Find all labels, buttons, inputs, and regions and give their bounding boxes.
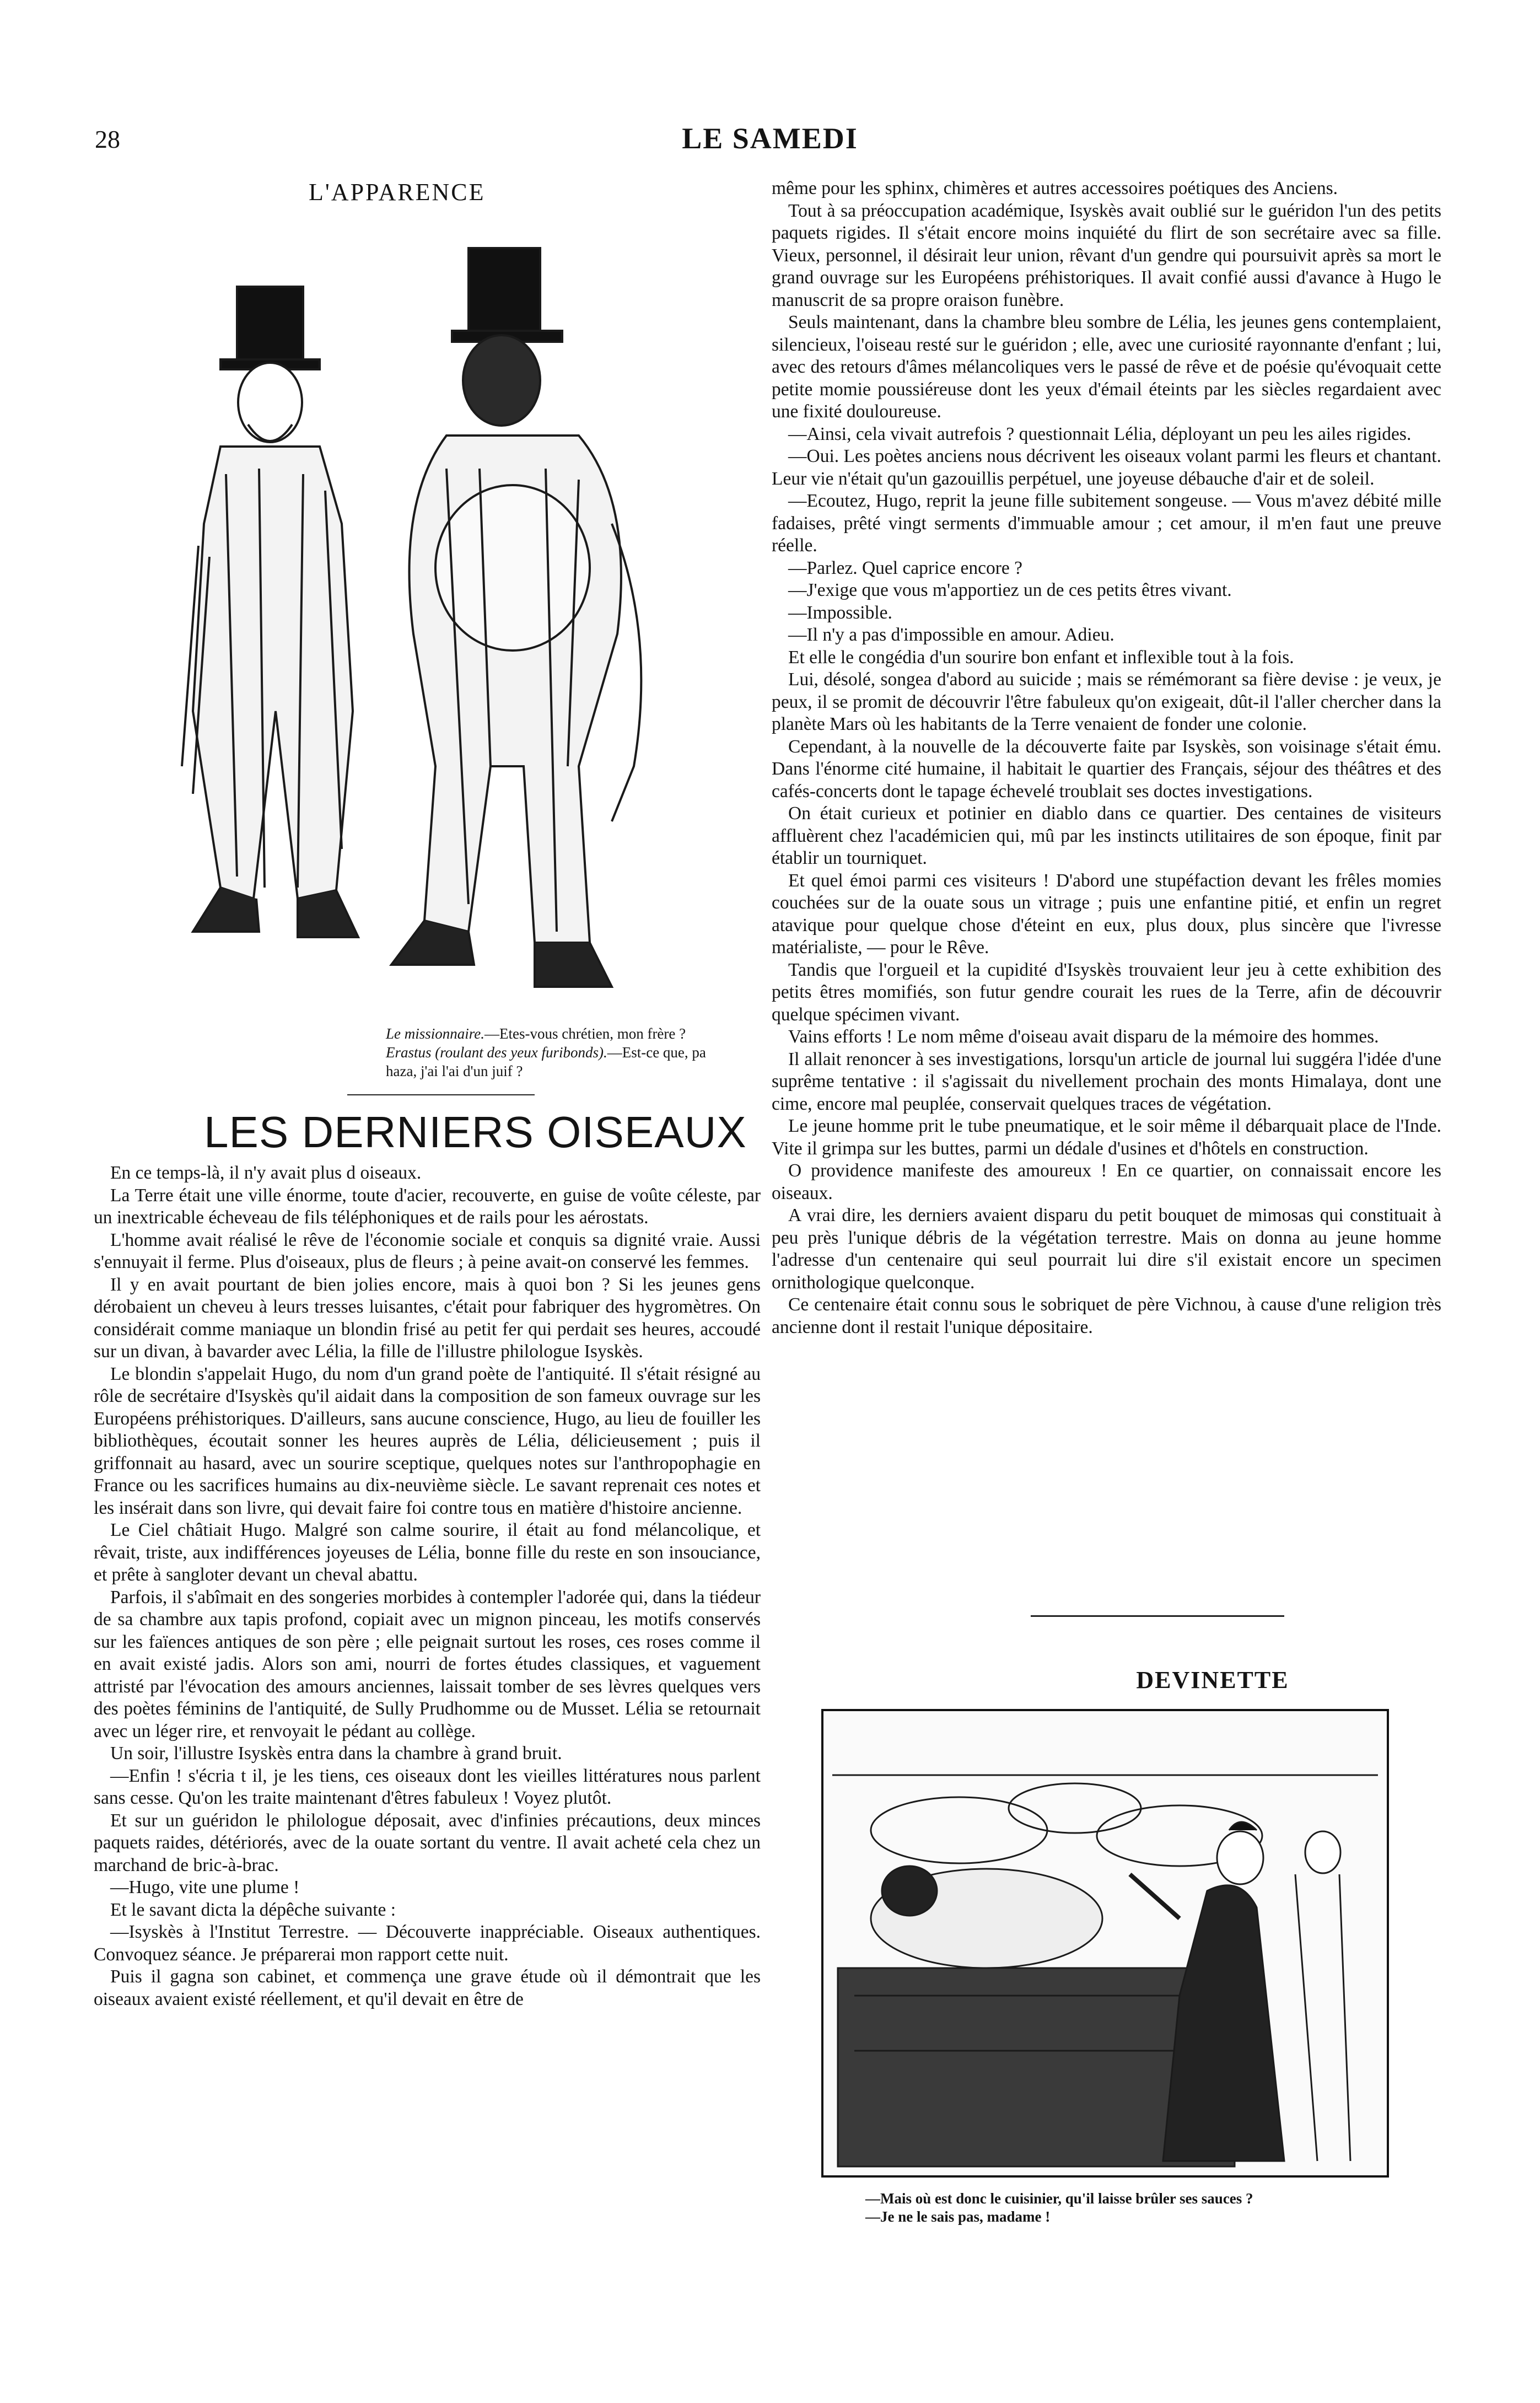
right-paragraph: Il allait renoncer à ses investigations, lorsqu'un article de journal lui suggéra l'idée d'une suprême tentative : il s'agissait du nivellement prochain des monts Himalaya, dont une cime, encore mal peuplée, conservait quelques traces de végétation. [772, 1049, 1441, 1114]
right-paragraph: A vrai dire, les derniers avaient disparu du petit bouquet de mimosas qui constituait à peu près l'unique débris de la végétation terrestre. Mais on donna au jeune homme l'adresse d'un centenaire qui seul pourrait lui dire s'il existait encore un specimen ornithologique quelconque. [772, 1205, 1441, 1293]
missionary-figure [182, 287, 358, 937]
right-paragraph: Vains efforts ! Le nom même d'oiseau avait disparu de la mémoire des hommes. [788, 1026, 1379, 1047]
left-paragraph: —Isyskès à l'Institut Terrestre. — Découverte inappréciable. Oiseaux authentiques. Convoquez séance. Je préparerai mon rapport cette nuit. [94, 1922, 761, 1965]
devinette-title: DEVINETTE [1136, 1666, 1289, 1694]
masthead: LE SAMEDI [682, 122, 858, 155]
caption-line-2 [386, 1043, 739, 1080]
right-paragraph: Le jeune homme prit le tube pneumatique, et le soir même il débarquait place de l'Inde. Vite il grimpa sur les buttes, parmi un dédale d'usines et d'hôtels en construction. [772, 1116, 1441, 1159]
caption-text-1: —Etes-vous chrétien, mon frère ? [484, 1025, 686, 1042]
article-right-column [772, 178, 1441, 1338]
right-paragraph: —Oui. Les poètes anciens nous décrivent les oiseaux volant parmi les fleurs et chantant. Leur vie n'était qu'un gazouillis perpétuel, une joyeuse débauche d'air et de soleil. [772, 446, 1441, 489]
left-paragraph: —Enfin ! s'écria t il, je les tiens, ces oiseaux dont les vieilles littératures nous parlent sans cesse. Qu'on les traite maintenant d'êtres fabuleux ! Voyez plutôt. [94, 1765, 761, 1808]
right-paragraph: —Parlez. Quel caprice encore ? [788, 557, 1023, 578]
right-paragraph: Et elle le congédia d'un sourire bon enfant et inflexible tout à la fois. [788, 647, 1294, 668]
devinette-illustration [821, 1709, 1389, 2178]
left-paragraph: Puis il gagna son cabinet, et commença une grave étude où il démontrait que les oiseaux avaient existé réellement, et qu'il devait en être de [94, 1966, 761, 2009]
right-paragraph: —Impossible. [788, 602, 892, 623]
right-paragraph: Seuls maintenant, dans la chambre bleu sombre de Lélia, les jeunes gens contemplaient, silencieux, l'oiseau resté sur le guéridon ; elle, avec une curiosité rayonnante d'enfant ; lui, avec des retours d'âmes mélancoliques vers le passé de rêve et de poésie qu'évoquait cette petite momie poussiéreuse dont les yeux d'émail éteints par les siècles regardaient avec une fixité douloureuse. [772, 312, 1441, 422]
devinette-rule [1031, 1615, 1284, 1617]
left-paragraph: Le blondin s'appelait Hugo, du nom d'un grand poète de l'antiquité. Il s'était résigné au rôle de secrétaire d'Isyskès qu'il aidait dans la composition de son fameux ouvrage sur les Européens préhistoriques. D'ailleurs, sans aucune conscience, Hugo, au lieu de fouiller les bibliothèques, écoutait sonner les heures auprès de Lélia, délicieusement ; puis il griffonnait au hasard, avec un sourire sceptique, quelques notes sur l'anthropophagie en France ou les sacrifices humains au dix-neuvième siècle. Le savant reprenait ces notes et les insérait dans son livre, qui devait faire foi contre tous en matière d'histoire ancienne. [94, 1363, 761, 1518]
left-paragraph: L'homme avait réalisé le rêve de l'économie sociale et conquis sa dignité vraie. Aussi s'ennuyait il ferme. Plus d'oiseaux, plus de fleurs ; à peine avait-on conservé les femmes. [94, 1229, 761, 1272]
right-paragraph: —Ainsi, cela vivait autrefois ? questionnait Lélia, déployant un peu les ailes rigides. [788, 423, 1412, 444]
right-paragraph: Tandis que l'orgueil et la cupidité d'Isyskès trouvaient leur jeu à cette exhibition des petits êtres momifiés, son futur gendre courait les rues de la Terre, afin de découvrir quelque spécimen vivant. [772, 959, 1441, 1025]
left-paragraph: La Terre était une ville énorme, toute d'acier, recouverte, en guise de voûte céleste, par un inextricable écheveau de fils téléphoniques et de rails pour les aérostats. [94, 1185, 761, 1228]
caption-text-2: —Est-ce que, pa haza, j'ai l'ai d'un juif ? [386, 1044, 706, 1079]
right-paragraph: —Il n'y a pas d'impossible en amour. Adieu. [788, 625, 1114, 645]
left-paragraph: Et sur un guéridon le philologue déposait, avec d'infinies précautions, deux minces paquets raides, détériorés, avec de la ouate sortant du ventre. Il avait acheté cela chez un marchand de bric-à-brac. [94, 1810, 761, 1875]
left-paragraph: —Hugo, vite une plume ! [110, 1877, 300, 1897]
illustration-caption [386, 1024, 739, 1080]
illustration-two-men [160, 215, 733, 1009]
right-paragraph: même pour les sphinx, chimères et autres accessoires poétiques des Anciens. [772, 178, 1338, 198]
page-number: 28 [95, 125, 120, 153]
left-paragraph: Et le savant dicta la dépêche suivante : [110, 1899, 396, 1920]
caption-speaker-2: Erastus (roulant des yeux furibonds). [386, 1044, 607, 1061]
headline-rule [347, 1094, 535, 1095]
caption-speaker-1: Le missionnaire. [386, 1025, 485, 1042]
right-paragraph: Tout à sa préoccupation académique, Isyskès avait oublié sur le guéridon l'un des petits paquets rigides. Il s'était encore moins inquiété du flirt de son secrétaire avec sa fille. Vieux, personnel, il désirait leur union, rêvant d'un gendre qui poursuivit après sa mort le grand ouvrage sur les Européens préhistoriques. Il avait confié aussi d'avance à Hugo le manuscrit de sa propre oraison funèbre. [772, 200, 1441, 310]
left-paragraph: Un soir, l'illustre Isyskès entra dans la chambre à grand bruit. [110, 1743, 562, 1764]
right-paragraph: Cependant, à la nouvelle de la découverte faite par Isyskès, son voisinage s'était ému. Dans l'énorme cité humaine, il habitait le quartier des Français, séjour des théâtres et des cafés-concerts dont le tapage échevelé troublait ses doctes investigations. [772, 736, 1441, 802]
article-left-column [94, 1162, 761, 2010]
devinette-caption [865, 2190, 1253, 2226]
right-paragraph: O providence manifeste des amoureux ! En ce quartier, on connaissait encore les oiseaux. [772, 1160, 1441, 1203]
left-paragraph: En ce temps-là, il n'y avait plus d oiseaux. [110, 1163, 422, 1183]
caption-line-1 [386, 1024, 739, 1043]
left-paragraph: Parfois, il s'abîmait en des songeries morbides à contempler l'adorée qui, dans la tiédeur de sa chambre aux tapis profond, copiait avec un mignon pinceau, les motifs conservés sur les faïences antiques de son père ; elle peignait surtout les roses, ces roses comme il en avait existé jadis. Alors son ami, nourri de fortes études classiques, et vaguement attristé par l'évocation des amours anciennes, laissait tomber de ses lèvres quelques vers des poètes féminins de l'antiquité, de Sully Prudhomme ou de Musset. Lélia se retournait avec un léger rire, et renvoyait le pédant au collège. [94, 1587, 761, 1741]
illustration-title: L'APPARENCE [309, 179, 486, 206]
right-paragraph: —Ecoutez, Hugo, reprit la jeune fille subitement songeuse. — Vous m'avez débité mille fadaises, prêté vingt serments d'immuable amour ; cet amour, il m'en faut une preuve réelle. [772, 491, 1441, 556]
left-paragraph: Il y en avait pourtant de bien jolies encore, mais à quoi bon ? Si les jeunes gens dérobaient un cheveu à leurs tresses luisantes, c'était pour fabriquer des hygromètres. On considérait comme maniaque un blondin frisé au petit fer qui perdait ses heures, accoudé sur un divan, à bavarder avec Lélia, la fille de l'illustre philologue Isyskès. [94, 1274, 761, 1362]
right-paragraph: On était curieux et potinier en diablo dans ce quartier. Des centaines de visiteurs affluèrent chez l'académicien qui, mû par les instincts utilitaires de son époque, finit par établir un tourniquet. [772, 803, 1441, 868]
devinette-caption-line-1: —Mais où est donc le cuisinier, qu'il laisse brûler ses sauces ? [865, 2190, 1253, 2207]
right-paragraph: —J'exige que vous m'apportiez un de ces petits êtres vivant. [788, 580, 1232, 600]
devinette-caption-line-2: —Je ne le sais pas, madame ! [865, 2208, 1051, 2225]
erastus-figure [391, 248, 641, 987]
article-headline: LES DERNIERS OISEAUX [204, 1108, 747, 1157]
right-paragraph: Et quel émoi parmi ces visiteurs ! D'abord une stupéfaction devant les frêles momies couchées sur de la ouate sous un vitrage ; puis une enfantine pitié, et enfin un regret atavique pour quelque chose d'éteint en eux, plus doux, plus sincère que l'ivresse matérialiste, — pour le Rêve. [772, 870, 1441, 958]
left-paragraph: Le Ciel châtiait Hugo. Malgré son calme sourire, il était au fond mélancolique, et rêvait, triste, aux indifférences joyeuses de Lélia, bonne fille du reste en son insouciance, et prête à sangloter devant un cheval abattu. [94, 1520, 761, 1585]
right-paragraph: Lui, désolé, songea d'abord au suicide ; mais se rémémorant sa fière devise : je veux, je peux, il se promit de découvrir l'être fabuleux qu'on exigeait, dût-il l'aller chercher dans la planète Mars où les habitants de la Terre venaient de fonder une colonie. [772, 669, 1441, 734]
right-paragraph: Ce centenaire était connu sous le sobriquet de père Vichnou, à cause d'une religion très ancienne dont il restait l'unique dépositaire. [772, 1294, 1441, 1337]
